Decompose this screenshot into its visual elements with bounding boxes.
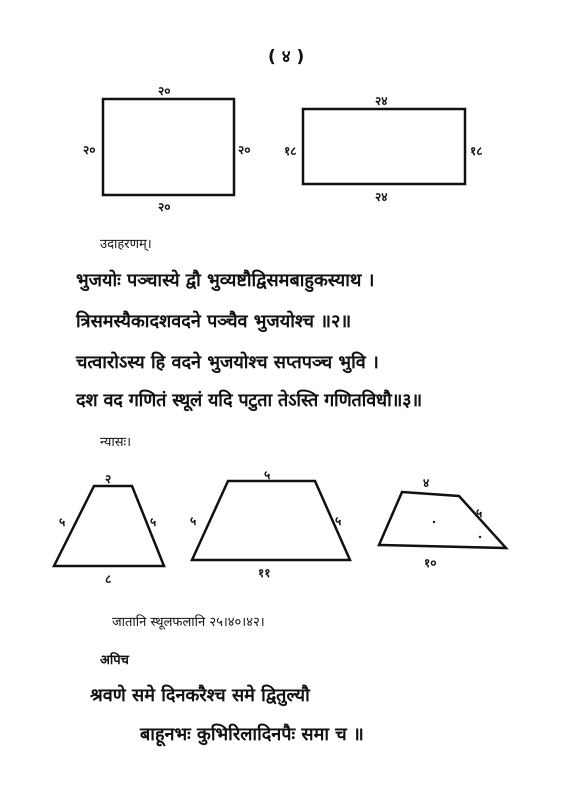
verse-line-4: दश वद गणितं स्थूलं यदि पटुता तेऽस्ति गणितविधौ॥३॥ — [76, 390, 422, 411]
verse-line-1: भुजयोः पञ्चास्ये द्वौ भुव्यष्टौद्विसमबाहुकस्याथ । — [76, 270, 375, 291]
trap2-right-label: ५ — [335, 514, 342, 528]
trapezoid-3-shape — [379, 492, 506, 548]
square-right-label: २० — [238, 143, 251, 157]
square-left-label: २० — [83, 143, 96, 157]
rectangle-bottom-label: २४ — [375, 190, 388, 204]
verse-line-2: त्रिसमस्यैकादशवदने पञ्चैव भुजयोश्च ॥२॥ — [76, 311, 352, 332]
trap1-bottom-label: ८ — [105, 572, 112, 586]
square-top-label: २० — [158, 84, 171, 98]
apicha-heading: अपिच — [100, 653, 129, 668]
square-bottom-label: २० — [158, 200, 171, 214]
rectangle-shape — [303, 109, 465, 184]
verse-line-3: चत्वारोऽस्य हि वदने भुजयोश्च सप्तपञ्च भुवि । — [76, 352, 379, 373]
closing-line-1: श्रवणे समे दिनकरैश्च समे द्वितुल्यौ — [90, 685, 310, 706]
trapezoid-1-shape — [54, 486, 164, 566]
udaharanam-heading: उदाहरणम्। — [100, 237, 152, 252]
results-line: जातानि स्थूलफलानि २५।४०।४२। — [112, 615, 265, 630]
trap1-top-label: २ — [105, 472, 112, 486]
trap3-bottom-label: १० — [424, 556, 437, 570]
trap2-top-label: ५ — [264, 468, 271, 482]
rectangle-left-label: १८ — [284, 144, 297, 158]
page-number: ( ४ ) — [268, 47, 305, 67]
trapezoid-2-shape — [192, 481, 350, 560]
trap1-left-label: ५ — [59, 515, 66, 529]
trap1-right-label: ५ — [150, 515, 157, 529]
closing-line-2: बाहूनभः कुभिरिलादिनपैः समा च ॥ — [140, 724, 364, 745]
trap3-top-label: ४ — [423, 476, 430, 490]
trap2-bottom-label: ११ — [258, 566, 271, 580]
rectangle-top-label: २४ — [375, 94, 388, 108]
square-shape — [103, 99, 234, 195]
rectangle-right-label: १८ — [470, 144, 483, 158]
trap2-left-label: ५ — [190, 514, 197, 528]
nyasah-heading: न्यासः। — [100, 435, 132, 450]
trap3-right-label: ५ — [476, 506, 483, 520]
